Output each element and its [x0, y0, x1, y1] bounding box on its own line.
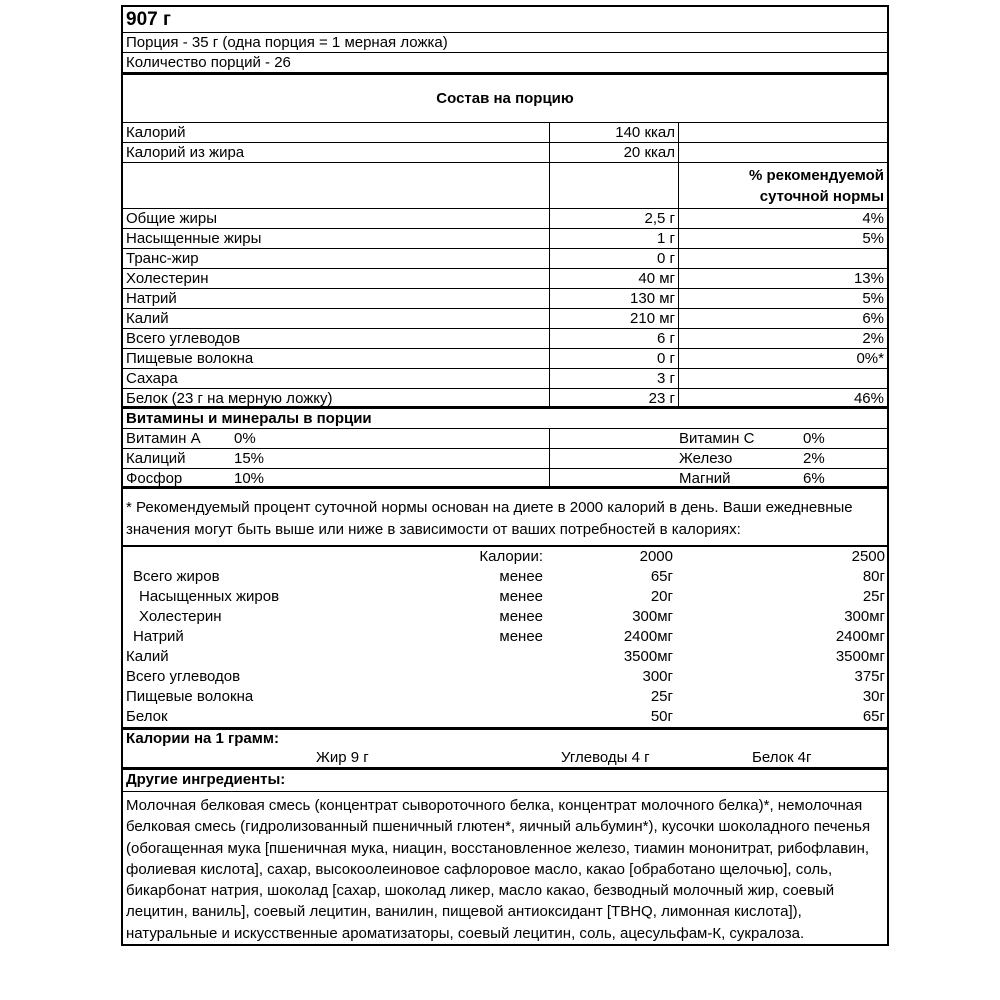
ingredients-title: Другие ингредиенты: — [123, 770, 887, 792]
nutrient-dv: 6% — [862, 310, 884, 327]
nutrient-amount: 3 г — [550, 369, 679, 388]
dv-header-blank-amount — [550, 163, 679, 208]
reference-name: Насыщенных жиров — [139, 588, 280, 605]
nutrient-row — [123, 389, 887, 409]
calorie-amount: 140 ккал — [550, 123, 679, 142]
footnote: * Рекомендуемый процент суточной нормы основан на диете в 2000 калорий в день. Ваши ежедневные значения могут быть выше или ниже в зависимости от ваших потребностей в калориях: — [123, 489, 887, 546]
vitamins-title: Витамины и минералы в порции — [123, 409, 887, 429]
calorie-dv — [679, 123, 887, 142]
reference-col-2500: 2500 — [851, 548, 885, 565]
vitamin-left-name: Калиций — [126, 450, 186, 467]
reference-2500: 25г — [862, 588, 885, 605]
reference-2000: 65г — [650, 568, 673, 585]
nutrient-amount: 0 г — [550, 349, 679, 368]
nutrient-dv: 0%* — [856, 350, 884, 367]
nutrient-row — [123, 229, 887, 249]
nutrient-dv: 46% — [853, 390, 884, 406]
composition-title: Состав на порцию — [123, 75, 887, 123]
nutrient-dv — [679, 369, 887, 388]
reference-2000: 50г — [650, 708, 673, 725]
vitamin-left-value: 15% — [234, 450, 265, 467]
vitamin-left-cell — [123, 469, 550, 486]
vitamin-right-value: 2% — [803, 450, 825, 467]
reference-row — [123, 567, 887, 587]
dv-header-line2: суточной нормы — [759, 188, 884, 205]
reference-name: Всего жиров — [133, 568, 220, 585]
nutrient-amount: 6 г — [550, 329, 679, 348]
nutrition-label — [121, 5, 889, 946]
vitamin-row — [123, 449, 887, 469]
vitamin-row — [123, 429, 887, 449]
vitamin-right-name: Железо — [679, 450, 733, 467]
nutrient-amount: 0 г — [550, 249, 679, 268]
reference-limit: менее — [499, 608, 543, 625]
vitamin-right-name: Магний — [679, 470, 731, 487]
nutrient-name: Натрий — [123, 289, 550, 308]
calorie-name: Калорий из жира — [123, 143, 550, 162]
vitamin-right-value: 0% — [803, 430, 825, 447]
vitamin-left-value: 0% — [234, 430, 256, 447]
calorie-amount: 20 ккал — [550, 143, 679, 162]
nutrient-row — [123, 329, 887, 349]
nutrient-name: Общие жиры — [123, 209, 550, 228]
reference-2500: 375г — [854, 668, 885, 685]
nutrient-amount: 23 г — [550, 389, 679, 406]
nutrients-table — [123, 209, 887, 409]
nutrient-name: Калий — [123, 309, 550, 328]
nutrient-row — [123, 209, 887, 229]
nutrient-dv: 2% — [862, 330, 884, 347]
reference-name: Холестерин — [139, 608, 222, 625]
reference-row — [123, 627, 887, 647]
reference-2000: 300г — [642, 668, 673, 685]
nutrient-row — [123, 349, 887, 369]
reference-2500: 65г — [862, 708, 885, 725]
reference-2500: 300мг — [844, 608, 885, 625]
reference-row — [123, 587, 887, 607]
reference-limit: менее — [499, 588, 543, 605]
nutrient-dv — [679, 249, 887, 268]
nutrient-name: Насыщенные жиры — [123, 229, 550, 248]
nutrient-amount: 2,5 г — [550, 209, 679, 228]
dv-header-line1: % рекомендуемой — [748, 167, 884, 184]
kcal-protein: Белок 4г — [752, 749, 812, 766]
nutrient-amount: 210 мг — [550, 309, 679, 328]
kcal-fat: Жир 9 г — [316, 749, 369, 766]
calorie-row — [123, 143, 887, 163]
serving-size: Порция - 35 г (одна порция = 1 мерная ложка) — [123, 33, 887, 53]
reference-2000: 3500мг — [623, 648, 673, 665]
reference-col-2000: 2000 — [639, 548, 673, 565]
servings-count: Количество порций - 26 — [123, 53, 887, 75]
nutrient-name: Транс-жир — [123, 249, 550, 268]
nutrient-row — [123, 269, 887, 289]
nutrient-dv: 5% — [862, 290, 884, 307]
nutrient-name: Всего углеводов — [123, 329, 550, 348]
nutrient-row — [123, 289, 887, 309]
ingredients-text: Молочная белковая смесь (концентрат сывороточного белка, концентрат молочного белка)*, немолочная белковая смесь (гидролизованный пшеничный глютен*, яичный альбумин*), кусочки шоколадного печенья (обогащенная мука [пшеничная мука, ниацин, восстановленное железо, тиамин мононитрат, рибофлавин, фолиевая кислота], сахар, высокоолеиновое сафлоровое масло, какао [обработано щелочью], соль, бикарбонат натрия, шоколад [сахар, шоколад ликер, масло какао, безводный молочный жир, соевый лецитин, ваниль], соевый лецитин, ванилин, пищевой антиоксидант [TBHQ, лимонная кислота]), натуральные и искусственные ароматизаторы, соевый лецитин, соль, ацесульфам-К, сукралоза. — [126, 797, 871, 942]
nutrient-name: Сахара — [123, 369, 550, 388]
reference-name: Белок — [126, 708, 168, 725]
vitamins-table — [123, 429, 887, 489]
reference-calories-label: Калории: — [479, 548, 543, 565]
reference-2500: 3500мг — [835, 648, 885, 665]
reference-2000: 25г — [650, 688, 673, 705]
reference-limit: менее — [499, 628, 543, 645]
nutrient-amount: 130 мг — [550, 289, 679, 308]
vitamin-row — [123, 469, 887, 489]
calorie-name: Калорий — [123, 123, 550, 142]
reference-row — [123, 707, 887, 727]
dv-header-row — [123, 163, 887, 209]
reference-row — [123, 647, 887, 667]
dv-header — [679, 163, 887, 208]
reference-row — [123, 607, 887, 627]
reference-row — [123, 667, 887, 687]
nutrient-dv: 13% — [853, 270, 884, 287]
calorie-row — [123, 123, 887, 143]
reference-2500: 2400мг — [835, 628, 885, 645]
net-weight: 907 г — [123, 7, 887, 33]
reference-limit: менее — [499, 568, 543, 585]
reference-name: Пищевые волокна — [126, 688, 254, 705]
nutrient-row — [123, 369, 887, 389]
reference-2500: 30г — [862, 688, 885, 705]
nutrient-dv: 4% — [862, 210, 884, 227]
reference-2000: 20г — [650, 588, 673, 605]
nutrient-name: Холестерин — [123, 269, 550, 288]
nutrient-amount: 1 г — [550, 229, 679, 248]
kcal-carbs: Углеводы 4 г — [561, 749, 650, 766]
reference-name: Всего углеводов — [126, 668, 241, 685]
reference-name: Натрий — [133, 628, 184, 645]
reference-name: Калий — [126, 648, 169, 665]
vitamin-left-cell — [123, 449, 550, 468]
calories-block — [123, 123, 887, 163]
nutrient-row — [123, 309, 887, 329]
nutrient-amount: 40 мг — [550, 269, 679, 288]
nutrient-dv: 5% — [862, 230, 884, 247]
nutrient-name: Белок (23 г на мерную ложку) — [123, 389, 550, 406]
vitamin-right-value: 6% — [803, 470, 825, 487]
kcal-per-gram-title: Калории на 1 грамм: — [126, 730, 279, 747]
reference-table — [123, 546, 887, 730]
vitamin-left-name: Витамин А — [126, 430, 201, 447]
kcal-per-gram — [123, 730, 887, 770]
vitamin-left-name: Фосфор — [126, 470, 183, 487]
vitamin-left-value: 10% — [234, 470, 265, 487]
reference-row — [123, 687, 887, 707]
nutrient-row — [123, 249, 887, 269]
reference-2000: 300мг — [632, 608, 673, 625]
reference-2000: 2400мг — [623, 628, 673, 645]
vitamin-right-name: Витамин С — [679, 430, 755, 447]
reference-2500: 80г — [862, 568, 885, 585]
reference-header-row — [123, 546, 887, 567]
dv-header-blank-name — [123, 163, 550, 208]
calorie-dv — [679, 143, 887, 162]
nutrient-name: Пищевые волокна — [123, 349, 550, 368]
